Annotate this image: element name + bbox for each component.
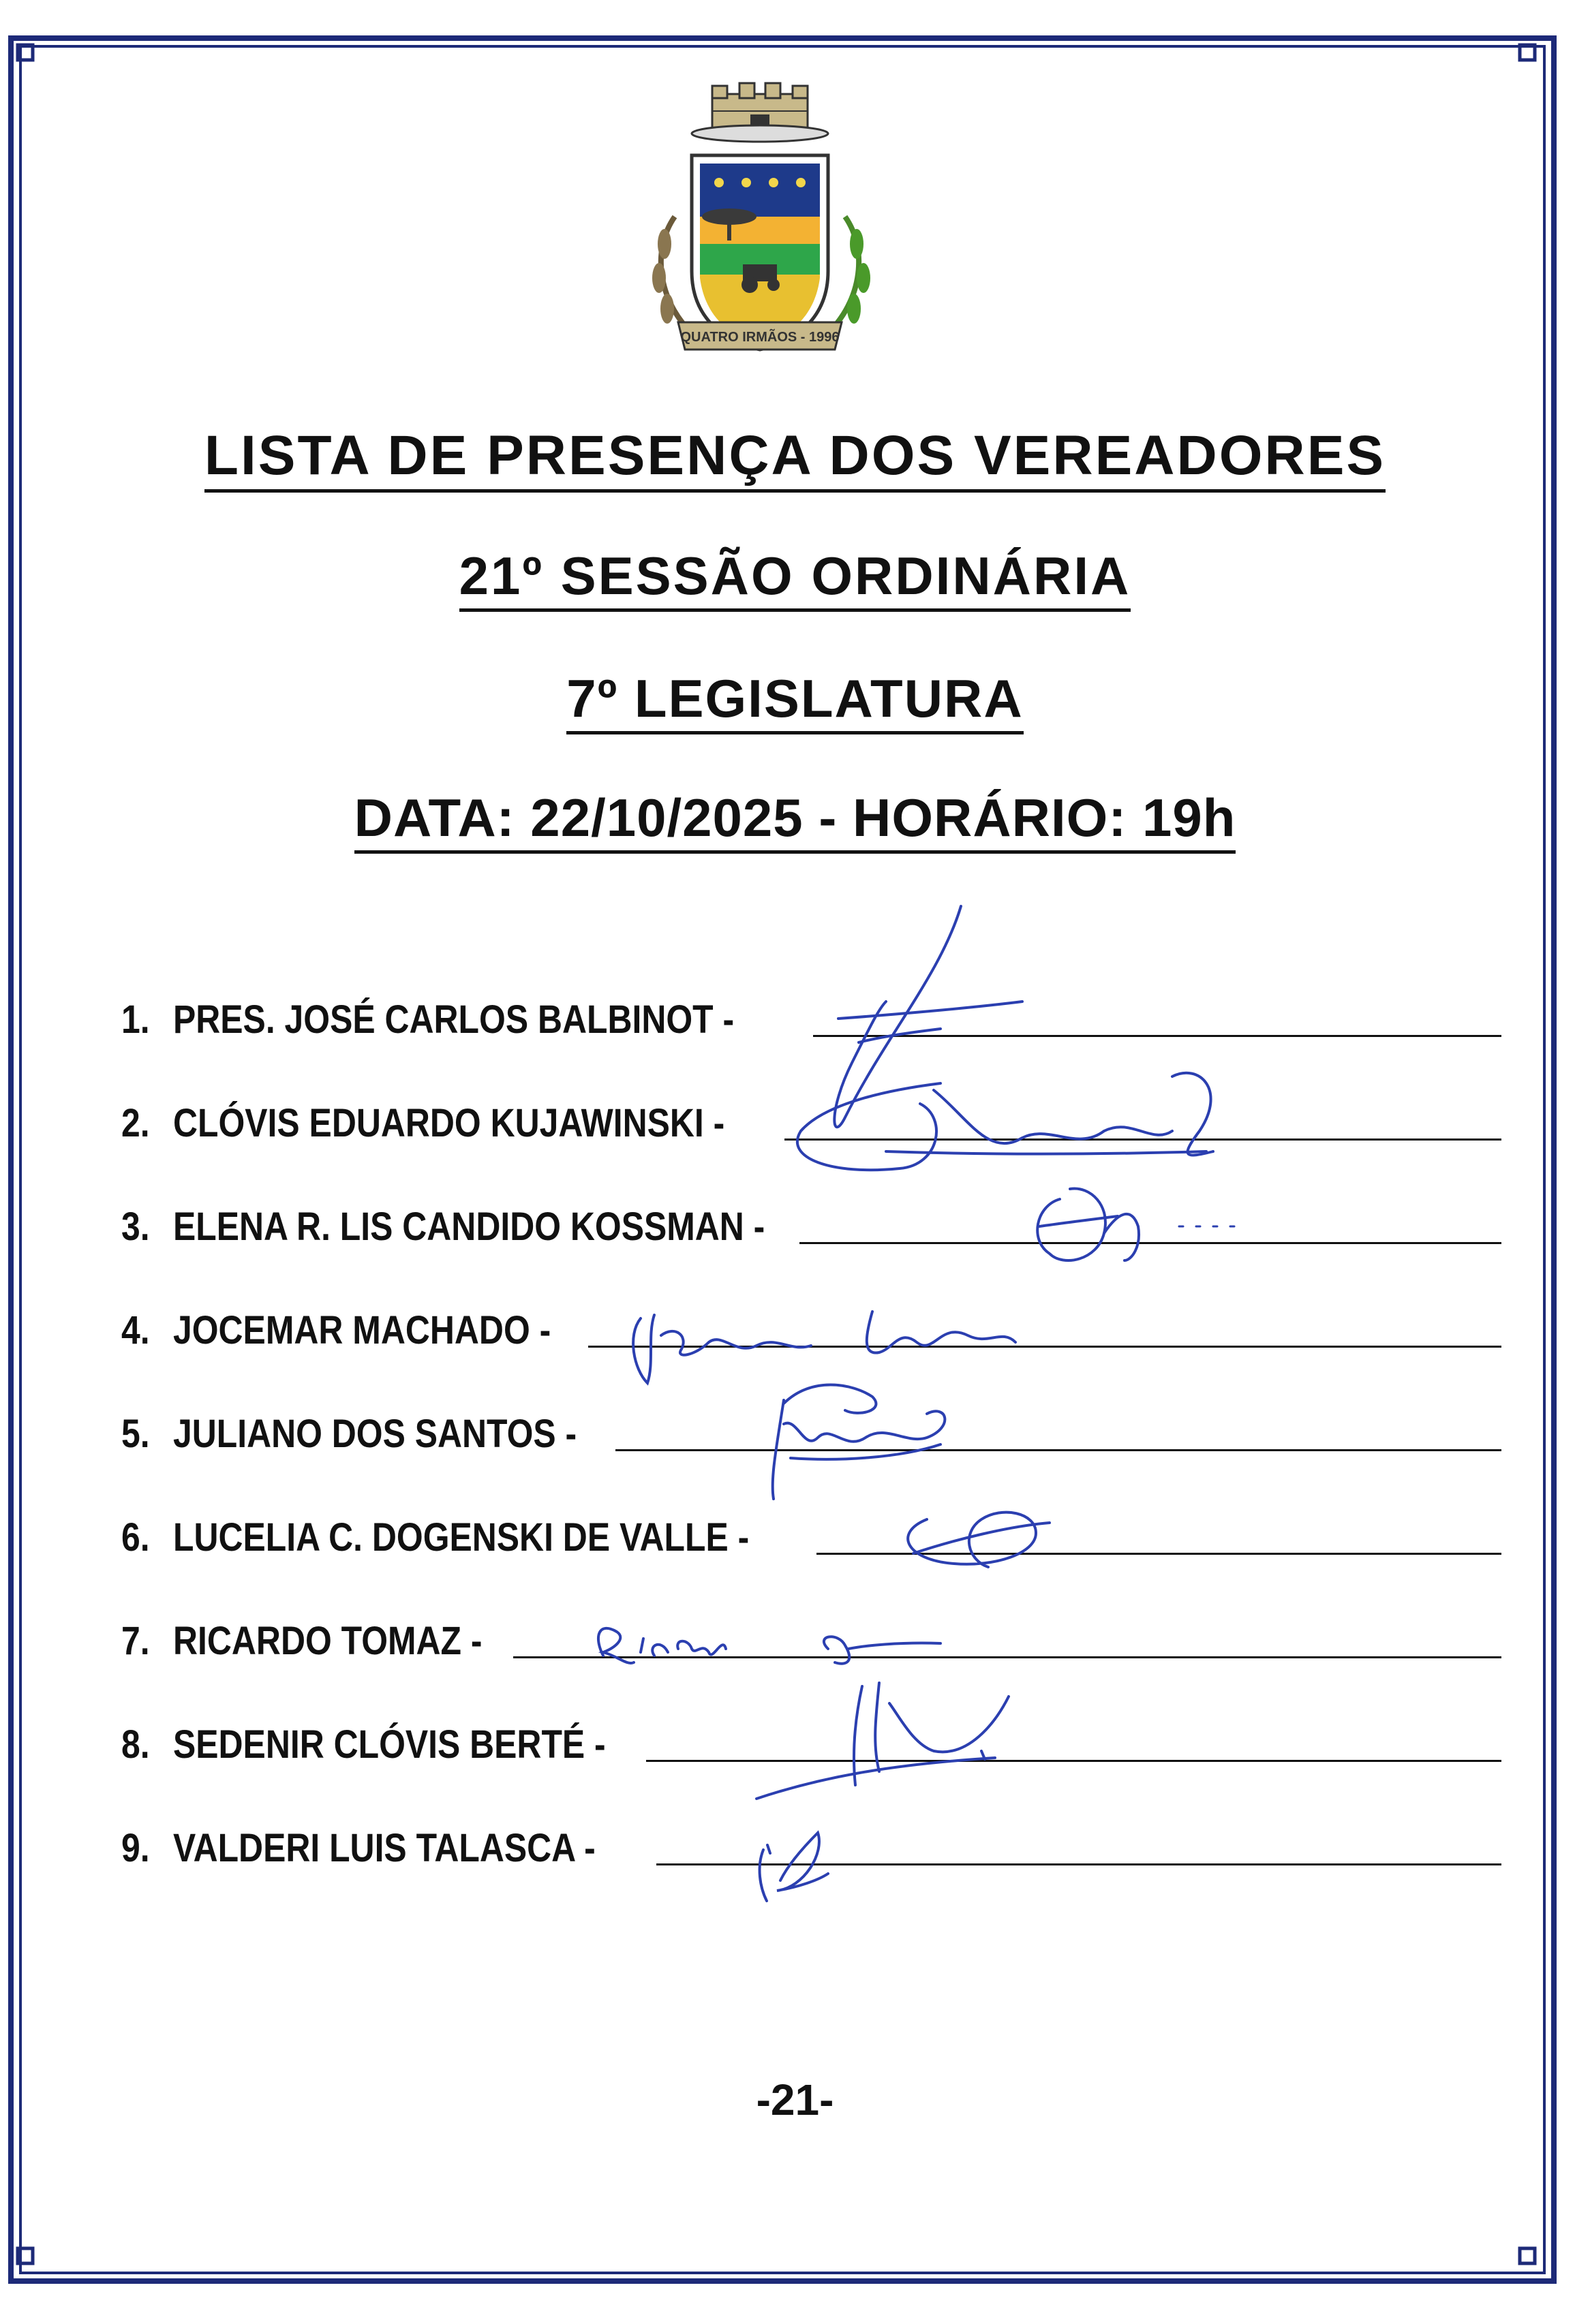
member-name: JOCEMAR MACHADO - xyxy=(173,1308,551,1352)
legislature-title: 7º LEGISLATURA xyxy=(0,668,1590,734)
member-name: JULIANO DOS SANTOS - xyxy=(173,1412,577,1456)
signature-7 xyxy=(598,1628,941,1664)
session-title: 21º SESSÃO ORDINÁRIA xyxy=(0,545,1590,612)
member-name: LUCELIA C. DOGENSKI DE VALLE - xyxy=(173,1515,750,1560)
signature-3 xyxy=(1037,1188,1234,1260)
document-title: LISTA DE PRESENÇA DOS VEREADORES xyxy=(0,424,1590,493)
date-time-title: DATA: 22/10/2025 - HORÁRIO: 19h xyxy=(0,787,1590,854)
member-name: PRES. JOSÉ CARLOS BALBINOT - xyxy=(173,997,735,1042)
member-number: 7. xyxy=(121,1619,150,1663)
signature-6 xyxy=(908,1513,1050,1567)
crest-motto: QUATRO IRMÃOS - 1996 xyxy=(680,330,840,345)
member-name: RICARDO TOMAZ - xyxy=(173,1619,483,1663)
member-name: ELENA R. LIS CANDIDO KOSSMAN - xyxy=(173,1205,765,1249)
member-name: SEDENIR CLÓVIS BERTÉ - xyxy=(173,1722,606,1767)
member-number: 2. xyxy=(121,1101,150,1145)
member-name: VALDERI LUIS TALASCA - xyxy=(173,1826,596,1870)
signature-4 xyxy=(633,1312,1015,1383)
member-number: 3. xyxy=(121,1205,150,1249)
signature-9 xyxy=(760,1833,828,1901)
member-number: 8. xyxy=(121,1722,150,1767)
signature-8 xyxy=(756,1683,1009,1799)
member-number: 1. xyxy=(121,997,150,1042)
signature-5 xyxy=(773,1385,945,1500)
member-number: 5. xyxy=(121,1412,150,1456)
member-number: 6. xyxy=(121,1515,150,1560)
member-name: CLÓVIS EDUARDO KUJAWINSKI - xyxy=(173,1101,725,1145)
member-number: 9. xyxy=(121,1826,150,1870)
page-number: -21- xyxy=(756,2075,834,2124)
signature-1 xyxy=(834,906,1022,1127)
member-number: 4. xyxy=(121,1308,150,1352)
